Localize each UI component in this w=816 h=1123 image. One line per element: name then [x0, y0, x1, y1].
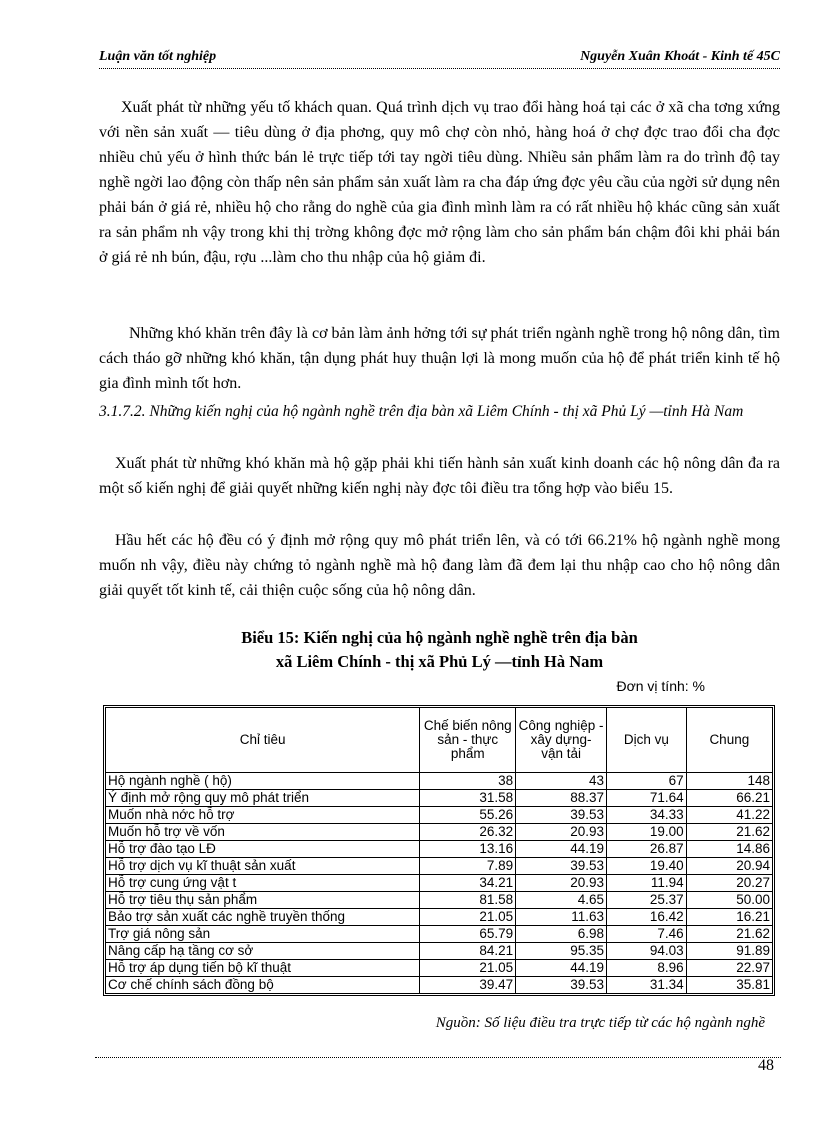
table-cell: 81.58: [420, 892, 516, 909]
header-cell: Chế biến nông sản - thực phẩm: [420, 708, 516, 773]
row-label: Hỗ trợ cung ứng vật t: [106, 875, 420, 892]
table-cell: 55.26: [420, 807, 516, 824]
table-row: [106, 960, 772, 977]
table-row: [106, 875, 772, 892]
table-cell: 26.32: [420, 824, 516, 841]
table-row: [106, 909, 772, 926]
table-cell: 71.64: [606, 790, 686, 807]
table-cell: 20.94: [686, 858, 772, 875]
table-row: [106, 841, 772, 858]
table-cell: 38: [420, 773, 516, 790]
table-cell: 66.21: [686, 790, 772, 807]
table-cell: 8.96: [606, 960, 686, 977]
header-left: Luận văn tốt nghiệp: [99, 49, 217, 64]
table-row: [106, 824, 772, 841]
table-row: [106, 807, 772, 824]
table-cell: 88.37: [516, 790, 607, 807]
table-cell: 14.86: [686, 841, 772, 858]
row-label: Cơ chế chính sách đồng bộ: [106, 977, 420, 994]
table-cell: 39.47: [420, 977, 516, 994]
row-label: Nâng cấp hạ tầng cơ sở: [106, 943, 420, 960]
table-cell: 7.46: [606, 926, 686, 943]
table-row: [106, 977, 772, 994]
table-cell: 21.62: [686, 926, 772, 943]
row-label: Hộ ngành nghề ( hộ): [106, 773, 420, 790]
data-table: [106, 708, 772, 993]
row-label: Trợ giá nông sản: [106, 926, 420, 943]
table-cell: 34.33: [606, 807, 686, 824]
table-cell: 39.53: [516, 977, 607, 994]
table-cell: 35.81: [736, 977, 770, 992]
row-label: Hỗ trợ tiêu thụ sản phẩm: [106, 892, 420, 909]
table-row: [106, 858, 772, 875]
paragraph-1: Xuất phát từ những yếu tố khách quan. Quá trình dịch vụ trao đổi hàng hoá tại các ở xã cha tơng xứng với nền sản xuất — tiêu dùng ở địa phơng, quy mô chợ còn nhỏ, hàng hoá ở chợ đợc trao đổi cha đợc nhiều chủ yếu ở hình thức bán lẻ trực tiếp tới tay ngời tiêu dùng. Nhiều sản phẩm làm ra do trình độ tay nghề ngời lao động còn thấp nên sản phẩm sản xuất làm ra cha đáp ứng đợc yêu cầu của ngời sử dụng nên phải bán ở giá rẻ, nhiều hộ cho rằng do nghề của gia đình mình làm ra có rất nhiều hộ khác cũng sản xuất ra sản phẩm nh vậy trong khi thị trờng không đợc mở rộng làm cho sản phẩm bán chậm đôi khi phải bán ở giá rẻ nh bún, đậu, rợu ...làm cho thu nhập của hộ giảm đi.: [99, 99, 780, 266]
row-label: Bảo trợ sản xuất các nghề truyền thống: [106, 909, 420, 926]
header-cell: Công nghiệp - xây dựng- vận tải: [516, 708, 607, 773]
footer-divider: [95, 1057, 781, 1058]
table-cell: 39.53: [516, 858, 607, 875]
table-cell: 13.16: [420, 841, 516, 858]
header-cell: Chung: [686, 708, 772, 773]
table-title-line-2: xã Liêm Chính - thị xã Phủ Lý —tỉnh Hà Nam: [275, 652, 604, 671]
table-cell: 50.00: [686, 892, 772, 909]
table-cell: 39.53: [516, 807, 607, 824]
table-row: [106, 943, 772, 960]
table-cell: 67: [606, 773, 686, 790]
table-title-line-1: Biểu 15: Kiến nghị của hộ ngành nghề nghề trên địa bàn: [241, 628, 638, 647]
table-cell: 22.97: [686, 960, 772, 977]
table-cell: 26.87: [606, 841, 686, 858]
page-header: [99, 48, 780, 69]
table-cell: 11.63: [516, 909, 607, 926]
table-row: [106, 926, 772, 943]
table-cell: 21.05: [420, 960, 516, 977]
table-row: [106, 892, 772, 909]
table-row: [106, 790, 772, 807]
section-heading: 3.1.7.2. Những kiến nghị của hộ ngành nghề trên địa bàn xã Liêm Chính - thị xã Phủ Lý —tỉnh Hà Nam: [99, 403, 744, 420]
table-cell: 44.19: [516, 841, 607, 858]
table-cell: 95.35: [516, 943, 607, 960]
table-cell: 16.21: [686, 909, 772, 926]
table-cell: 94.03: [606, 943, 686, 960]
table-cell: 148: [686, 773, 772, 790]
table-cell: 44.19: [516, 960, 607, 977]
table-cell: 6.98: [516, 926, 607, 943]
data-table-frame: [103, 705, 775, 996]
header-right: Nguyễn Xuân Khoát - Kinh tế 45C: [580, 49, 780, 64]
table-cell: 11.94: [606, 875, 686, 892]
table-cell: 31.58: [420, 790, 516, 807]
header-cell: Dịch vụ: [606, 708, 686, 773]
table-unit: Đơn vị tính: %: [616, 678, 705, 694]
table-cell: 41.22: [686, 807, 772, 824]
table-source-note: Nguồn: Số liệu điều tra trực tiếp từ các hộ ngành nghề: [435, 1015, 765, 1031]
table-cell: 21.05: [420, 909, 516, 926]
table-cell: 19.40: [606, 858, 686, 875]
table-cell: 20.93: [516, 824, 607, 841]
row-label: Ý định mở rộng quy mô phát triển: [106, 790, 420, 807]
table-header-row: [106, 708, 772, 773]
table-cell: 31.34: [606, 977, 686, 994]
table-cell: 20.93: [516, 875, 607, 892]
row-label: Muốn nhà nớc hỗ trợ: [106, 807, 420, 824]
row-label: Muốn hỗ trợ về vốn: [106, 824, 420, 841]
table-row: [106, 773, 772, 790]
paragraph-3: Xuất phát từ những khó khăn mà hộ gặp phải khi tiến hành sản xuất kinh doanh các hộ nông dân đa ra một số kiến nghị để giải quyết những kiến nghị này đợc tôi điều tra tổng hợp vào biểu 15.: [99, 455, 780, 497]
table-cell: 16.42: [606, 909, 686, 926]
table-cell: 84.21: [420, 943, 516, 960]
row-label: Hỗ trợ đào tạo LĐ: [106, 841, 420, 858]
row-label: Hỗ trợ dịch vụ kĩ thuật sản xuất: [106, 858, 420, 875]
table-cell: 25.37: [606, 892, 686, 909]
header-cell: Chỉ tiêu: [106, 708, 420, 773]
table-cell: 4.65: [516, 892, 607, 909]
table-cell: 65.79: [420, 926, 516, 943]
table-cell: 20.27: [686, 875, 772, 892]
table-cell: 91.89: [686, 943, 772, 960]
table-cell: 19.00: [606, 824, 686, 841]
table-cell: 34.21: [420, 875, 516, 892]
paragraph-2: Những khó khăn trên đây là cơ bản làm ảnh hởng tới sự phát triển ngành nghề trong hộ nông dân, tìm cách tháo gỡ những khó khăn, tận dụng phát huy thuận lợi là mong muốn của hộ để phát triển kinh tế hộ gia đình mình tốt hơn.: [99, 325, 780, 392]
paragraph-4: Hầu hết các hộ đều có ý định mở rộng quy mô phát triển lên, và có tới 66.21% hộ ngành nghề mong muốn nh vậy, điều này chứng tỏ ngành nghề mà hộ đang làm đã đem lại thu nhập cao cho hộ nông dân giải quyết tốt kinh tế, cải thiện cuộc sống của hộ nông dân.: [99, 532, 780, 599]
row-label: Hỗ trợ áp dụng tiến bộ kĩ thuật: [106, 960, 420, 977]
page-number: 48: [758, 1057, 774, 1074]
table-cell: 7.89: [420, 858, 516, 875]
table-cell: 43: [516, 773, 607, 790]
table-cell: 21.62: [686, 824, 772, 841]
